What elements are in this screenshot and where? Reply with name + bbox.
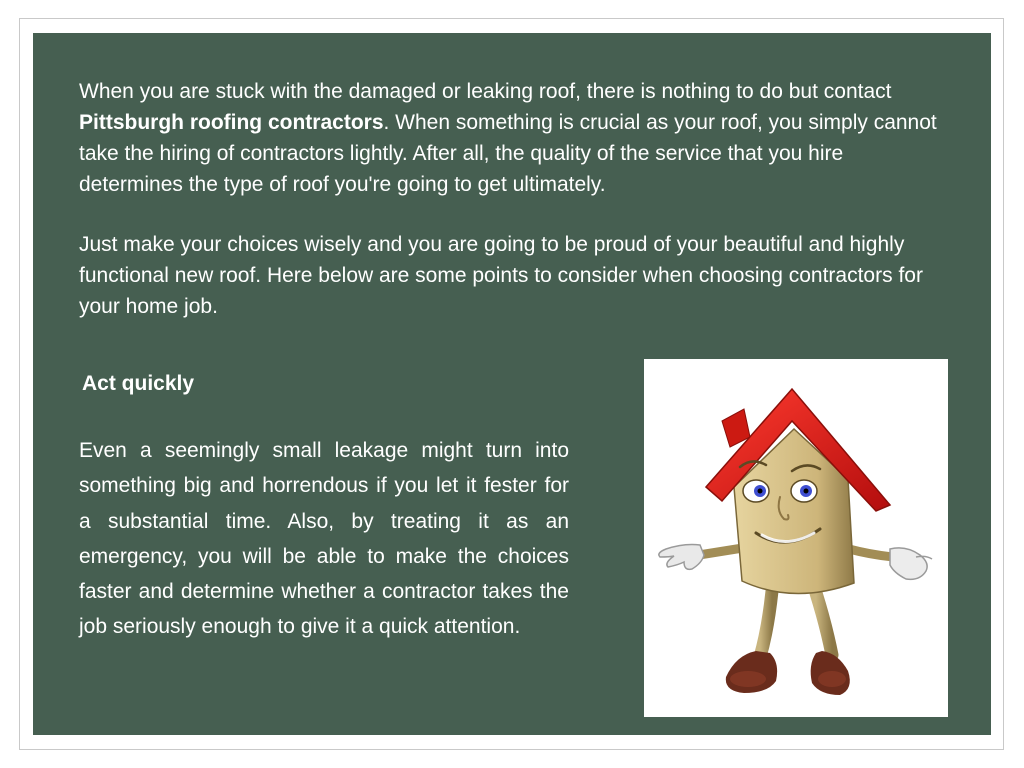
section-body: Even a seemingly small leakage might turn into something big and horrendous if you let it fester for a substantial time. Also, by treating it as an emergency, you will be able to make the choices faster and determine whether a contractor takes the job seriously enough to give it a quick attention. (79, 439, 569, 639)
intro-text-start: When you are stuck with the damaged or leaking roof, there is nothing to do but contact (79, 80, 892, 103)
highlighted-phrase: Pittsburgh roofing contractors (79, 111, 384, 134)
intro-text-end: . When something is crucial as your roof, you simply cannot take the hiring of contractors lightly. After all, the quality of the service that you hire determines the type of roof you're going to get ultimately. (79, 111, 937, 196)
section-heading: Act quickly (82, 372, 195, 395)
intro-paragraph-2: Just make your choices wisely and you are going to be proud of your beautiful and highly functional new roof. Here below are some points to consider when choosing contractors for your home job. (79, 233, 923, 318)
house-illustration (644, 359, 948, 717)
cartoon-house-character-icon (644, 359, 948, 717)
intro-paragraph-1 (79, 76, 949, 200)
